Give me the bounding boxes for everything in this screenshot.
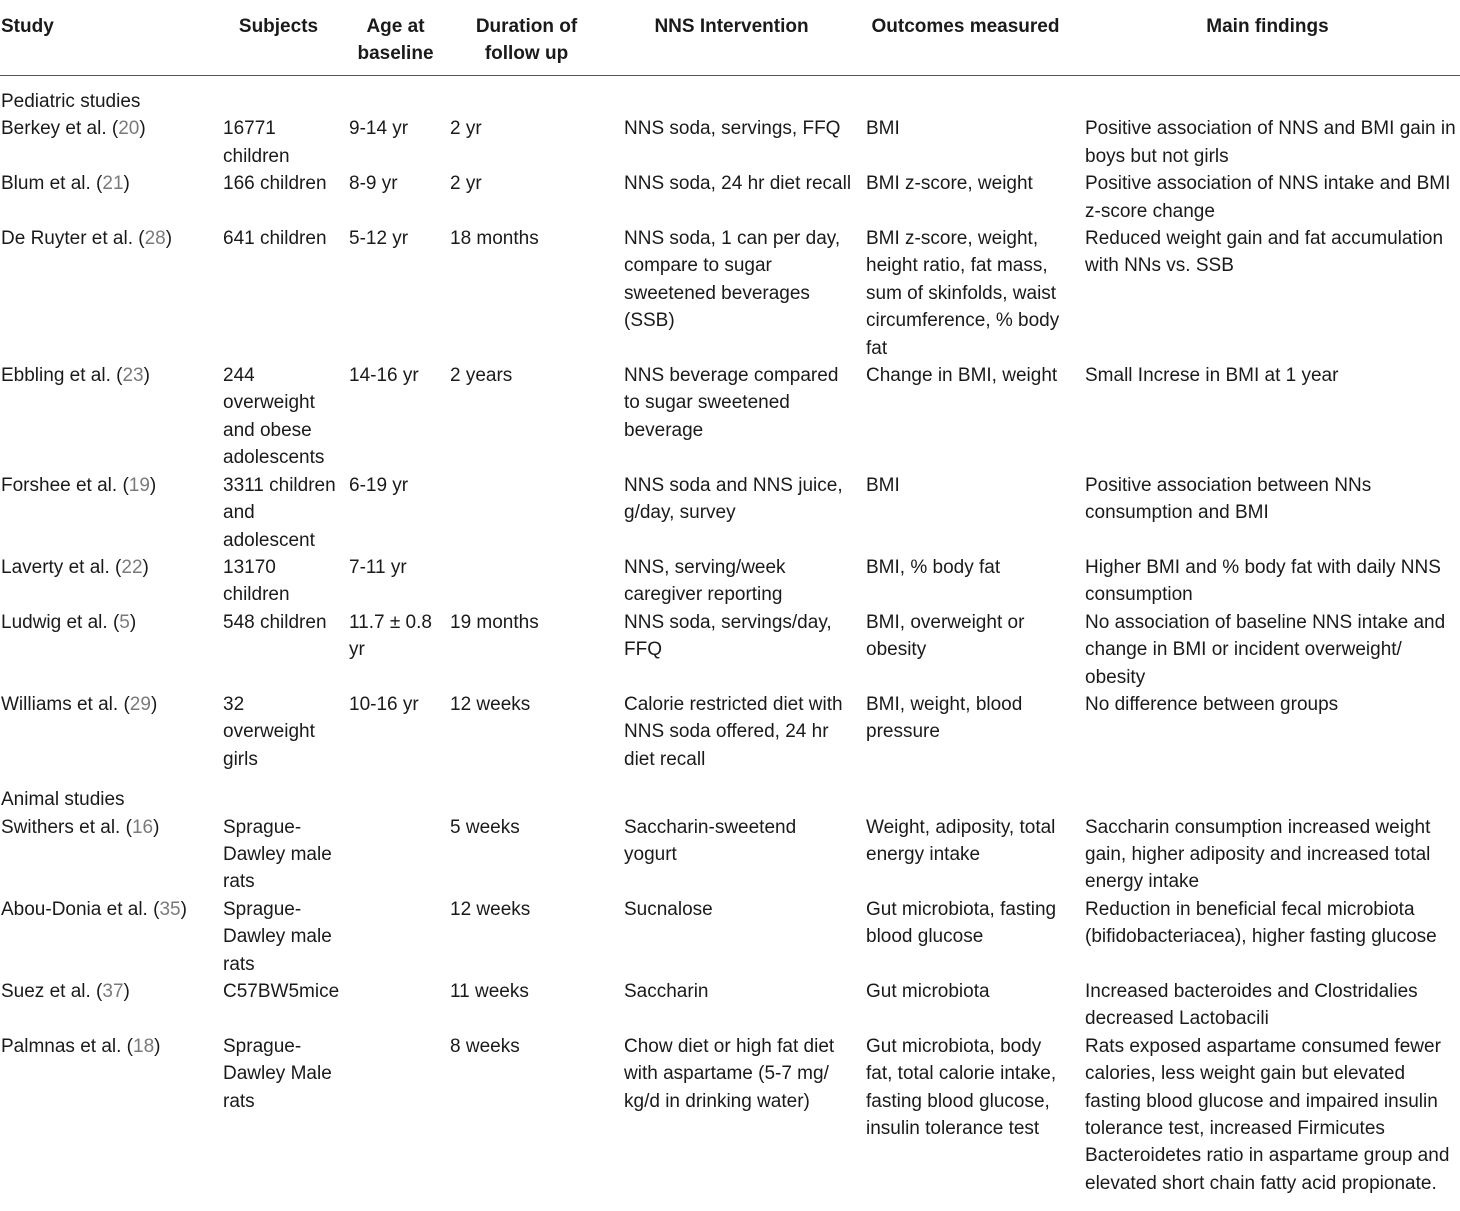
subjects-cell: 3311 children and adolescent	[223, 474, 336, 551]
study-author: Suez et al.	[1, 981, 91, 1002]
duration-cell: 8 weeks	[450, 1035, 520, 1057]
age-cell: 10-16 yr	[349, 693, 419, 715]
duration-cell: 12 weeks	[450, 898, 531, 920]
intervention-cell: NNS soda, servings/day, FFQ	[624, 611, 832, 661]
intervention-cell: NNS soda, servings, FFQ	[624, 118, 841, 140]
table-body	[0, 76, 1460, 1198]
findings-cell: No difference between groups	[1085, 693, 1339, 715]
header-findings: Main findings	[1075, 0, 1460, 76]
study-author: Palmnas et al.	[1, 1035, 122, 1057]
reference-link[interactable]: 16	[131, 816, 154, 838]
intervention-cell: Calorie restricted diet with NNS soda offered, 24 hr diet recall	[624, 693, 843, 770]
outcomes-cell: BMI, overweight or obesity	[866, 611, 1025, 661]
study-cell: Blum et al. (21)	[1, 173, 130, 195]
reference-link[interactable]: 37	[102, 981, 124, 1002]
age-cell	[345, 978, 446, 1033]
intervention-cell: NNS, serving/week caregiver reporting	[624, 556, 786, 606]
findings-cell: Small Increse in BMI at 1 year	[1085, 365, 1339, 387]
findings-cell: Positive association of NNS and BMI gain in boys but not girls	[1085, 118, 1456, 167]
table-row	[0, 115, 1460, 170]
subjects-cell: Sprague-Dawley male rats	[223, 898, 332, 975]
duration-cell: 2 yr	[450, 118, 482, 140]
section-row	[0, 76, 1460, 116]
outcomes-cell: BMI	[866, 118, 900, 140]
table-row	[0, 362, 1460, 472]
intervention-cell: Saccharin	[624, 981, 709, 1002]
study-cell: Laverty et al. (22)	[1, 556, 149, 578]
reference-link[interactable]: 18	[133, 1035, 155, 1057]
study-cell: Palmnas et al. (18)	[1, 1035, 161, 1057]
age-cell: 5-12 yr	[349, 228, 409, 250]
study-cell: Ebbling et al. (23)	[1, 365, 150, 387]
duration-cell	[446, 554, 607, 609]
intervention-cell: Chow diet or high fat diet with aspartame (5-7 mg/ kg/d in drinking water)	[624, 1035, 835, 1112]
study-author: De Ruyter et al.	[1, 228, 133, 250]
subjects-cell: 16771 children	[223, 118, 290, 167]
section-title: Pediatric studies	[1, 91, 141, 112]
table-row	[0, 896, 1460, 978]
subjects-cell: 641 children	[223, 228, 327, 250]
header-intervention: NNS Intervention	[607, 0, 856, 76]
study-cell: Berkey et al. (20)	[1, 118, 146, 140]
outcomes-cell: BMI, % body fat	[866, 556, 1001, 578]
reference-link[interactable]: 21	[102, 173, 124, 195]
findings-cell: Increased bacteroides and Clostridalies decreased Lactobacili	[1085, 981, 1418, 1030]
age-cell	[345, 896, 446, 978]
study-author: Forshee et al.	[1, 474, 118, 496]
outcomes-cell: BMI, weight, blood pressure	[866, 693, 1023, 743]
subjects-cell: 548 children	[223, 611, 327, 633]
study-cell: Forshee et al. (19)	[1, 474, 157, 496]
study-author: Ebbling et al.	[1, 365, 111, 387]
intervention-cell: Saccharin-sweetend yogurt	[624, 816, 797, 865]
findings-cell: No association of baseline NNS intake and change in BMI or incident overweight/ obesity	[1085, 611, 1446, 688]
table-row	[0, 1033, 1460, 1197]
intervention-cell: NNS soda, 1 can per day, compare to sugar sweetened beverages (SSB)	[624, 228, 841, 332]
reference-link[interactable]: 23	[122, 365, 144, 387]
reference-link[interactable]: 29	[129, 693, 151, 715]
intervention-cell: NNS beverage compared to sugar sweetened beverage	[624, 365, 839, 441]
table-row	[0, 170, 1460, 225]
table-row	[0, 554, 1460, 609]
intervention-cell: Sucnalose	[624, 898, 713, 920]
table-row	[0, 814, 1460, 896]
study-cell: De Ruyter et al. (28)	[1, 228, 173, 250]
study-cell: Williams et al. (29)	[1, 693, 158, 715]
outcomes-cell: BMI	[866, 474, 900, 496]
header-outcomes: Outcomes measured	[856, 0, 1075, 76]
table-row	[0, 472, 1460, 554]
study-author: Abou-Donia et al.	[1, 898, 148, 920]
header-subjects: Subjects	[212, 0, 345, 76]
outcomes-cell: Weight, adiposity, total energy intake	[866, 816, 1056, 865]
reference-link[interactable]: 5	[119, 611, 130, 633]
intervention-cell: NNS soda, 24 hr diet recall	[624, 173, 852, 195]
findings-cell: Reduction in beneficial fecal microbiota (bifidobacteriacea), higher fasting glucose	[1085, 898, 1437, 948]
subjects-cell: 244 overweight and obese adolescents	[223, 365, 325, 469]
reference-link[interactable]: 19	[128, 474, 150, 496]
outcomes-cell: BMI z-score, weight	[866, 173, 1033, 195]
reference-link[interactable]: 20	[118, 118, 140, 140]
study-cell: Suez et al. (37)	[1, 981, 130, 1002]
outcomes-cell: Gut microbiota, body fat, total calorie intake, fasting blood glucose, insulin tolerance test	[866, 1035, 1057, 1140]
duration-cell: 12 weeks	[450, 693, 531, 715]
table-row	[0, 225, 1460, 362]
header-age: Age at baseline	[345, 0, 446, 76]
study-author: Ludwig et al.	[1, 611, 108, 633]
findings-cell: Positive association of NNS intake and BMI z-score change	[1085, 173, 1451, 222]
study-cell: Ludwig et al. (5)	[1, 611, 137, 633]
duration-cell: 18 months	[450, 228, 539, 250]
age-cell: 6-19 yr	[349, 474, 409, 496]
header-duration: Duration of follow up	[446, 0, 607, 76]
duration-cell	[446, 472, 607, 554]
study-cell: Swithers et al. (16)	[1, 816, 160, 838]
outcomes-cell: BMI z-score, weight, height ratio, fat mass, sum of skinfolds, waist circumference, % body fat	[866, 228, 1060, 359]
reference-link[interactable]: 35	[159, 898, 181, 920]
duration-cell: 19 months	[450, 611, 539, 633]
intervention-cell: NNS soda and NNS juice, g/day, survey	[624, 474, 843, 524]
duration-cell: 5 weeks	[450, 816, 520, 838]
findings-cell: Higher BMI and % body fat with daily NNS consumption	[1085, 556, 1441, 606]
age-cell: 14-16 yr	[349, 365, 419, 387]
header-study: Study	[0, 0, 212, 76]
subjects-cell: 166 children	[223, 173, 327, 195]
age-cell	[345, 1033, 446, 1197]
subjects-cell: Sprague-Dawley male rats	[223, 816, 332, 893]
study-author: Swithers et al.	[1, 816, 121, 838]
table-row	[0, 609, 1460, 691]
table-row	[0, 978, 1460, 1033]
table-row	[0, 691, 1460, 773]
duration-cell: 2 years	[450, 365, 513, 387]
subjects-cell: Sprague-Dawley Male rats	[223, 1035, 332, 1112]
outcomes-cell: Gut microbiota	[866, 981, 990, 1002]
age-cell: 11.7 ± 0.8 yr	[349, 611, 432, 661]
study-author: Berkey et al.	[1, 118, 107, 140]
findings-cell: Reduced weight gain and fat accumulation with NNs vs. SSB	[1085, 228, 1444, 277]
duration-cell: 2 yr	[450, 173, 482, 195]
subjects-cell: 13170 children	[223, 556, 290, 606]
reference-link[interactable]: 28	[144, 228, 166, 250]
subjects-cell: C57BW5mice	[223, 981, 340, 1002]
study-author: Williams et al.	[1, 693, 119, 715]
section-title: Animal studies	[1, 789, 125, 811]
study-cell: Abou-Donia et al. (35)	[1, 898, 187, 920]
study-author: Blum et al.	[1, 173, 91, 195]
findings-cell: Positive association between NNs consumption and BMI	[1085, 474, 1372, 524]
subjects-cell: 32 overweight girls	[223, 693, 315, 770]
findings-cell: Rats exposed aspartame consumed fewer calories, less weight gain but elevated fasting blood glucose and impaired insulin tolerance test, increased Firmicutes Bacteroidetes ratio in aspartame group and elevated short chain fatty acid propionate.	[1085, 1035, 1450, 1194]
age-cell: 7-11 yr	[349, 556, 407, 578]
findings-cell: Saccharin consumption increased weight gain, higher adiposity and increased total energy intake	[1085, 816, 1431, 893]
outcomes-cell: Change in BMI, weight	[866, 365, 1058, 387]
section-row	[0, 773, 1460, 813]
study-author: Laverty et al.	[1, 556, 110, 578]
outcomes-cell: Gut microbiota, fasting blood glucose	[866, 898, 1057, 948]
age-cell	[345, 814, 446, 896]
header-row	[0, 0, 1460, 76]
reference-link[interactable]: 22	[121, 556, 143, 578]
duration-cell: 11 weeks	[450, 981, 529, 1002]
age-cell: 8-9 yr	[349, 173, 398, 195]
age-cell: 9-14 yr	[349, 118, 409, 140]
